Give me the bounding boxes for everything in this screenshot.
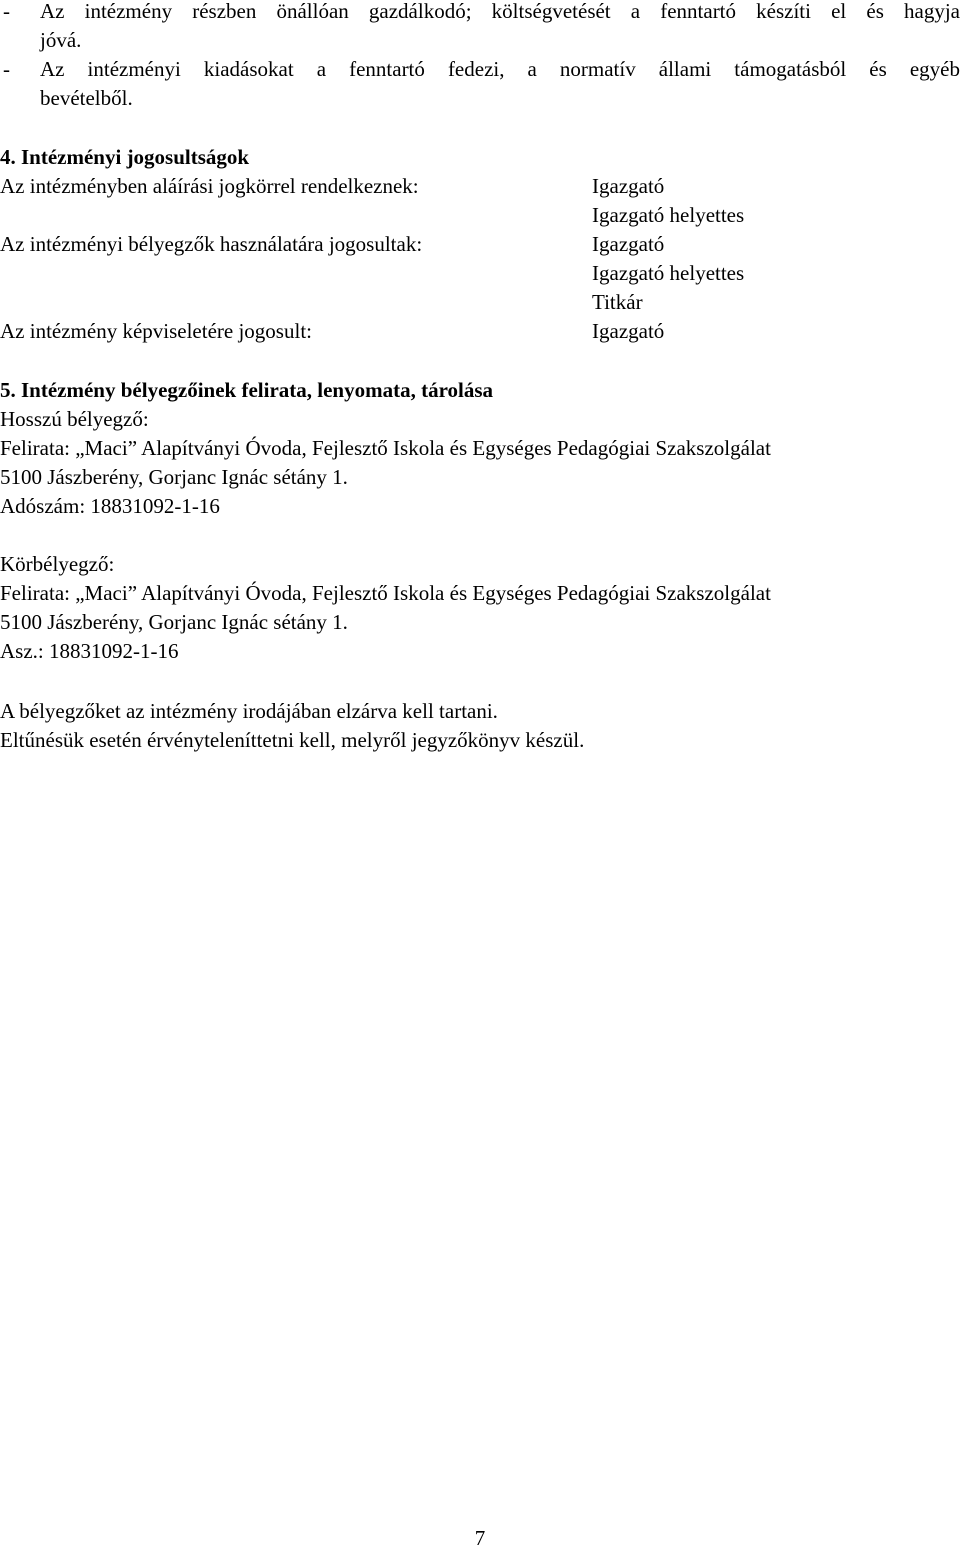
bullet-marker: - <box>3 0 10 23</box>
page-number: 7 <box>474 1526 486 1550</box>
storage-rule: A bélyegzőket az intézmény irodájában elzárva kell tartani. <box>0 699 498 723</box>
long-stamp-title: Hosszú bélyegző: <box>0 407 149 431</box>
stamp-usage-value-3: Titkár <box>592 290 643 314</box>
long-stamp-tax-number: Adószám: 18831092-1-16 <box>0 494 220 518</box>
section-4-heading: 4. Intézményi jogosultságok <box>0 145 250 169</box>
bullet-marker: - <box>3 57 10 81</box>
stamp-usage-label: Az intézményi bélyegzők használatára jogosultak: <box>0 232 423 256</box>
bullet-item-2-line-2: bevételből. <box>40 86 133 110</box>
long-stamp-inscription: Felirata: „Maci” Alapítványi Óvoda, Fejlesztő Iskola és Egységes Pedagógiai Szakszolgálat <box>0 436 771 460</box>
section-5-heading: 5. Intézmény bélyegzőinek felirata, lenyomata, tárolása <box>0 378 494 402</box>
round-stamp-inscription: Felirata: „Maci” Alapítványi Óvoda, Fejlesztő Iskola és Egységes Pedagógiai Szakszolgálat <box>0 581 771 605</box>
stamp-usage-value-1: Igazgató <box>592 232 665 256</box>
representation-value-1: Igazgató <box>592 319 665 343</box>
loss-rule: Eltűnésük esetén érvényteleníttetni kell, melyről jegyzőkönyv készül. <box>0 728 585 752</box>
bullet-item-2-line-1: Az intézményi kiadásokat a fenntartó fedezi, a normatív állami támogatásból és egyéb <box>40 57 960 81</box>
long-stamp-address: 5100 Jászberény, Gorjanc Ignác sétány 1. <box>0 465 348 489</box>
representation-label: Az intézmény képviseletére jogosult: <box>0 319 312 343</box>
bullet-item-1-line-1: Az intézmény részben önállóan gazdálkodó; költségvetését a fenntartó készíti el és hagyja <box>40 0 960 23</box>
round-stamp-address: 5100 Jászberény, Gorjanc Ignác sétány 1. <box>0 610 348 634</box>
signature-rights-label: Az intézményben aláírási jogkörrel rendelkeznek: <box>0 174 419 198</box>
signature-rights-value-1: Igazgató <box>592 174 665 198</box>
stamp-usage-value-2: Igazgató helyettes <box>592 261 745 285</box>
round-stamp-tax-number: Asz.: 18831092-1-16 <box>0 639 179 663</box>
signature-rights-value-2: Igazgató helyettes <box>592 203 745 227</box>
round-stamp-title: Körbélyegző: <box>0 552 115 576</box>
bullet-item-1-line-2: jóvá. <box>40 28 82 52</box>
